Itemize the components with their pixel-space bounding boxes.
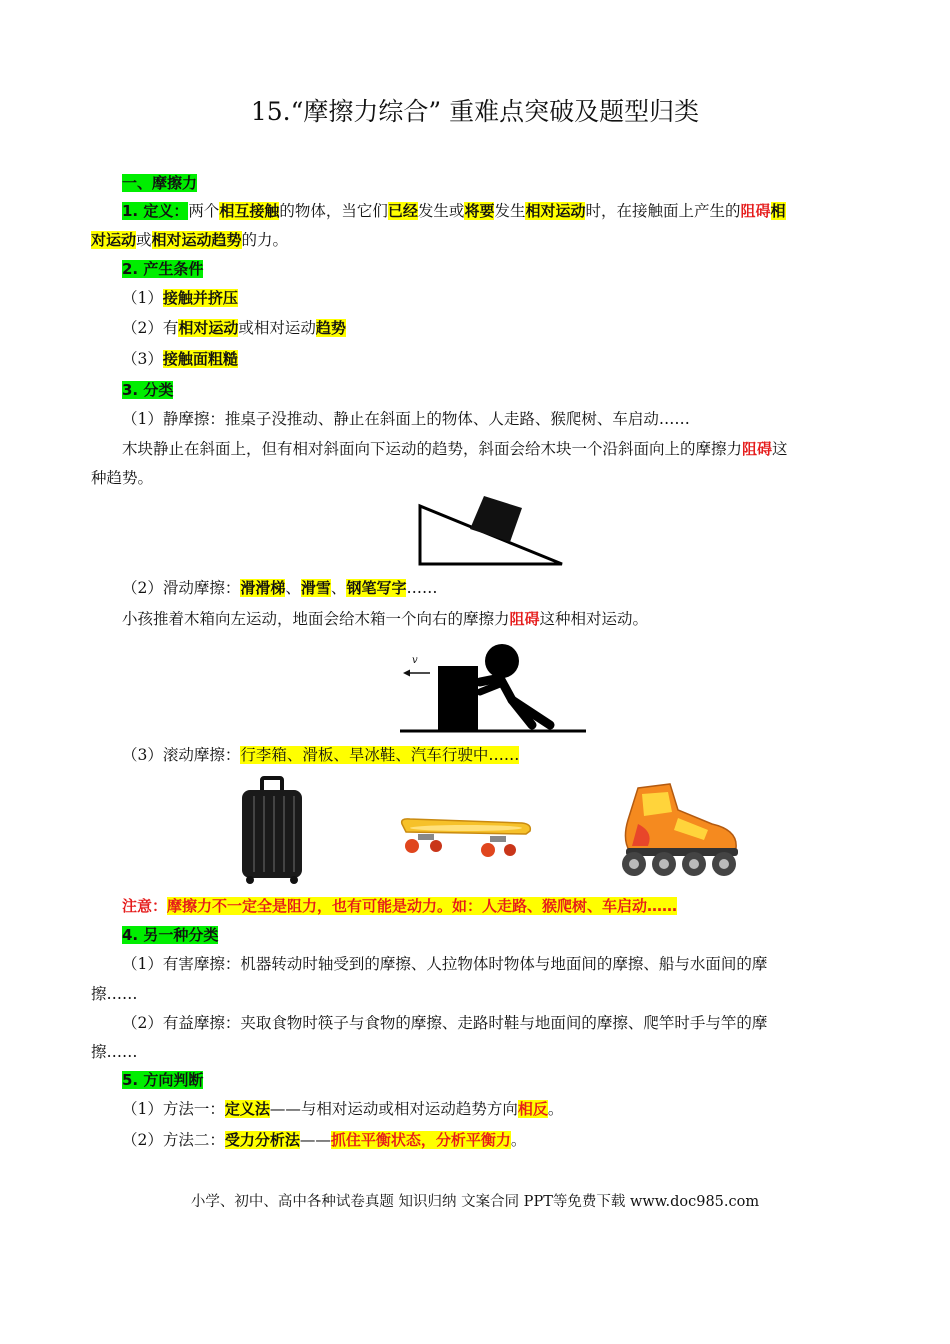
person-body (480, 678, 532, 725)
text: （1）方法一： (122, 1100, 225, 1118)
highlight: 接触并挤压 (162, 289, 238, 307)
text: 发生或 (417, 202, 465, 220)
red-emphasis: 相反 (517, 1100, 548, 1118)
note-label: 注意： (122, 897, 168, 915)
sliding-friction-line (122, 577, 437, 599)
text: 、 (330, 579, 347, 597)
text: …… (406, 579, 438, 597)
incline-block-figure (416, 492, 566, 568)
red-emphasis: 阻碍 (742, 440, 773, 458)
push-box-figure (400, 640, 588, 736)
static-desc-line-1 (122, 438, 788, 460)
text: （2）方法二： (122, 1131, 225, 1149)
note-line (122, 895, 677, 917)
text: 。 (547, 1100, 564, 1118)
text: —— (299, 1131, 331, 1149)
page-title: 15.“摩擦力综合” 重难点突破及题型归类 (250, 97, 700, 126)
suitcase-icon (236, 774, 308, 886)
text: （2）有 (122, 319, 179, 337)
method-one-line (122, 1098, 563, 1120)
text: 的力。 (241, 231, 289, 249)
text: 、 (285, 579, 301, 597)
page-footer: 小学、初中、高中各种试卷真题 知识归纳 文案合同 PPT等免费下载 www.doc985.com (190, 1194, 760, 1210)
definition-label: 1. 定义： (122, 202, 189, 220)
conditions-heading-label: 2. 产生条件 (122, 260, 204, 278)
text: 或 (136, 231, 152, 249)
text: 或相对运动 (238, 319, 316, 337)
text: （3）滚动摩擦： (122, 746, 241, 764)
text: （2）滑动摩擦： (122, 579, 241, 597)
highlight: 相互接触 (219, 202, 280, 220)
harmful-friction-line-1: （1）有害摩擦：机器转动时轴受到的摩擦、人拉物体时物体与地面间的摩擦、船与水面间的摩 (122, 955, 768, 973)
text: ——与相对运动或相对运动趋势方向 (269, 1100, 518, 1118)
text: 。 (510, 1131, 527, 1149)
static-desc-line-2: 种趋势。 (91, 469, 154, 487)
highlight: 接触面粗糙 (162, 350, 238, 368)
section-heading (122, 172, 197, 194)
beneficial-friction-line-1: （2）有益摩擦：夹取食物时筷子与食物的摩擦、走路时鞋与地面间的摩擦、爬竿时手与竿的摩 (122, 1014, 768, 1032)
note-text: 摩擦力不一定全是阻力，也有可能是动力。如：人走路、猴爬树、车启动…… (167, 897, 678, 915)
conditions-heading (122, 258, 203, 280)
highlight: 对运动 (91, 231, 137, 249)
text: 两个 (188, 202, 220, 220)
highlight: 趋势 (315, 319, 346, 337)
method-two-line (122, 1129, 526, 1151)
harmful-friction-line-2: 擦…… (91, 985, 138, 1003)
block (470, 496, 522, 542)
box (438, 666, 478, 730)
text: 小孩推着木箱向左运动，地面会给木箱一个向右的摩擦力 (122, 610, 510, 628)
text: 这种相对运动。 (539, 610, 649, 628)
person-head (485, 644, 519, 678)
highlight: 滑雪 (300, 579, 331, 597)
rolling-friction-line (122, 744, 519, 766)
red-emphasis: 阻碍 (509, 610, 540, 628)
arrow-head (403, 670, 410, 677)
skateboard-icon (396, 814, 536, 862)
highlight: 行李箱、滑板、旱冰鞋、汽车行驶中…… (240, 746, 520, 764)
definition-line-2 (91, 229, 288, 251)
highlight: 已经 (387, 202, 418, 220)
text: （3） (122, 350, 163, 368)
text: 这 (772, 440, 788, 458)
definition-line-1 (122, 200, 786, 222)
highlight: 将要 (464, 202, 495, 220)
static-friction-line: （1）静摩擦：推桌子没推动、静止在斜面上的物体、人走路、猴爬树、车启动…… (122, 410, 690, 428)
condition-item-2 (122, 317, 346, 339)
highlight: 相 (770, 202, 786, 220)
text: 发生 (494, 202, 526, 220)
highlight: 受力分析法 (224, 1131, 300, 1149)
direction-heading (122, 1069, 203, 1091)
text: 木块静止在斜面上，但有相对斜面向下运动的趋势，斜面会给木块一个沿斜面向上的摩擦力 (122, 440, 743, 458)
another-classification-heading (122, 924, 218, 946)
text: （1） (122, 289, 163, 307)
roller-skate-icon (608, 780, 748, 880)
highlight: 相对运动趋势 (151, 231, 242, 249)
section-heading-label: 一、摩擦力 (122, 174, 198, 192)
highlight: 相对运动 (178, 319, 239, 337)
text: 时，在接触面上产生的 (585, 202, 741, 220)
text: 的物体，当它们 (279, 202, 388, 220)
classification-heading (122, 379, 173, 401)
highlight: 钢笔写字 (346, 579, 407, 597)
highlight: 定义法 (224, 1100, 270, 1118)
highlight: 相对运动 (525, 202, 586, 220)
beneficial-friction-line-2: 擦…… (91, 1043, 138, 1061)
heading-label: 5. 方向判断 (122, 1071, 204, 1089)
velocity-label: v (412, 655, 418, 666)
heading-label: 4. 另一种分类 (122, 926, 219, 944)
sliding-desc-line (122, 608, 648, 630)
red-emphasis: 阻碍 (740, 202, 771, 220)
condition-item-3 (122, 348, 238, 370)
classification-heading-label: 3. 分类 (122, 381, 174, 399)
highlight: 滑滑梯 (240, 579, 286, 597)
red-emphasis: 抓住平衡状态，分析平衡力 (330, 1131, 511, 1149)
condition-item-1 (122, 287, 238, 309)
